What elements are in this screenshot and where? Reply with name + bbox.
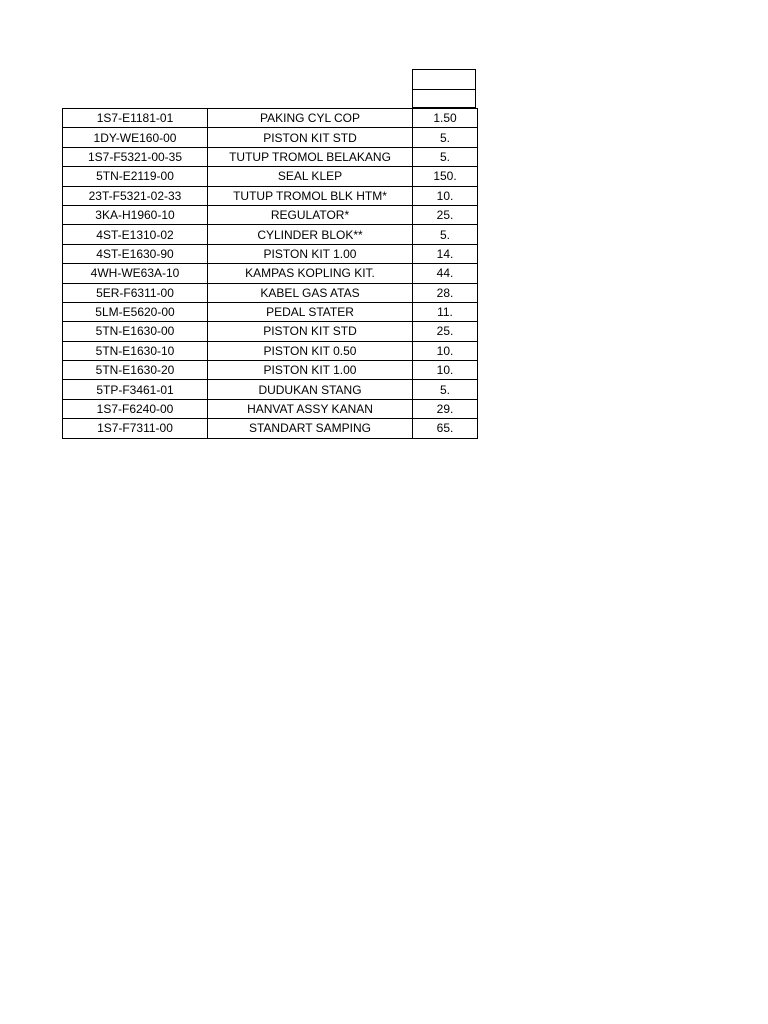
- table-row: [63, 302, 478, 321]
- quantity-cell: 5.: [413, 380, 478, 399]
- part-name-cell: HANVAT ASSY KANAN: [208, 399, 413, 418]
- table-row: [63, 380, 478, 399]
- part-code-cell: 5TP-F3461-01: [63, 380, 208, 399]
- part-name-cell: STANDART SAMPING: [208, 419, 413, 438]
- part-code-cell: 1DY-WE160-00: [63, 128, 208, 147]
- part-code-cell: 4ST-E1630-90: [63, 244, 208, 263]
- part-name-cell: TUTUP TROMOL BLK HTM*: [208, 186, 413, 205]
- part-name-cell: PISTON KIT 1.00: [208, 244, 413, 263]
- table-row: [63, 225, 478, 244]
- part-code-cell: 5TN-E1630-20: [63, 361, 208, 380]
- part-code-cell: 4ST-E1310-02: [63, 225, 208, 244]
- table-row: [63, 186, 478, 205]
- part-name-cell: PISTON KIT STD: [208, 128, 413, 147]
- table-row: [63, 128, 478, 147]
- part-code-cell: 23T-F5321-02-33: [63, 186, 208, 205]
- part-code-cell: 5TN-E1630-10: [63, 341, 208, 360]
- table-row: [63, 109, 478, 128]
- table-row: [63, 205, 478, 224]
- quantity-cell: 14.: [413, 244, 478, 263]
- part-name-cell: PEDAL STATER: [208, 302, 413, 321]
- table-row: [63, 361, 478, 380]
- quantity-cell: 10.: [413, 361, 478, 380]
- quantity-cell: 150.: [413, 167, 478, 186]
- table-row: [63, 341, 478, 360]
- part-code-cell: 1S7-F7311-00: [63, 419, 208, 438]
- table-row: [63, 244, 478, 263]
- quantity-cell: 65.: [413, 419, 478, 438]
- parts-table: [62, 108, 478, 439]
- table-row: [63, 147, 478, 166]
- part-code-cell: 5TN-E2119-00: [63, 167, 208, 186]
- part-name-cell: KABEL GAS ATAS: [208, 283, 413, 302]
- part-name-cell: KAMPAS KOPLING KIT.: [208, 264, 413, 283]
- quantity-cell: 5.: [413, 225, 478, 244]
- table-row: [63, 399, 478, 418]
- parts-table-body: [63, 109, 478, 439]
- part-name-cell: REGULATOR*: [208, 205, 413, 224]
- part-name-cell: CYLINDER BLOK**: [208, 225, 413, 244]
- part-name-cell: TUTUP TROMOL BELAKANG: [208, 147, 413, 166]
- header-cell-divider: [413, 89, 475, 90]
- part-name-cell: SEAL KLEP: [208, 167, 413, 186]
- part-code-cell: 4WH-WE63A-10: [63, 264, 208, 283]
- part-name-cell: PISTON KIT 1.00: [208, 361, 413, 380]
- part-name-cell: PISTON KIT 0.50: [208, 341, 413, 360]
- part-code-cell: 5ER-F6311-00: [63, 283, 208, 302]
- quantity-cell: 1.50: [413, 109, 478, 128]
- table-row: [63, 283, 478, 302]
- table-row: [63, 264, 478, 283]
- quantity-cell: 10.: [413, 341, 478, 360]
- part-code-cell: 5LM-E5620-00: [63, 302, 208, 321]
- part-code-cell: 1S7-F5321-00-35: [63, 147, 208, 166]
- quantity-cell: 5.: [413, 128, 478, 147]
- quantity-cell: 11.: [413, 302, 478, 321]
- quantity-cell: 10.: [413, 186, 478, 205]
- table-row: [63, 419, 478, 438]
- quantity-cell: 25.: [413, 322, 478, 341]
- part-code-cell: 5TN-E1630-00: [63, 322, 208, 341]
- part-code-cell: 1S7-E1181-01: [63, 109, 208, 128]
- part-name-cell: DUDUKAN STANG: [208, 380, 413, 399]
- table-row: [63, 167, 478, 186]
- table-row: [63, 322, 478, 341]
- quantity-cell: 44.: [413, 264, 478, 283]
- quantity-cell: 28.: [413, 283, 478, 302]
- quantity-cell: 5.: [413, 147, 478, 166]
- quantity-cell: 25.: [413, 205, 478, 224]
- qty-header-cells: [412, 69, 476, 108]
- part-code-cell: 1S7-F6240-00: [63, 399, 208, 418]
- part-name-cell: PISTON KIT STD: [208, 322, 413, 341]
- quantity-cell: 29.: [413, 399, 478, 418]
- part-code-cell: 3KA-H1960-10: [63, 205, 208, 224]
- part-name-cell: PAKING CYL COP: [208, 109, 413, 128]
